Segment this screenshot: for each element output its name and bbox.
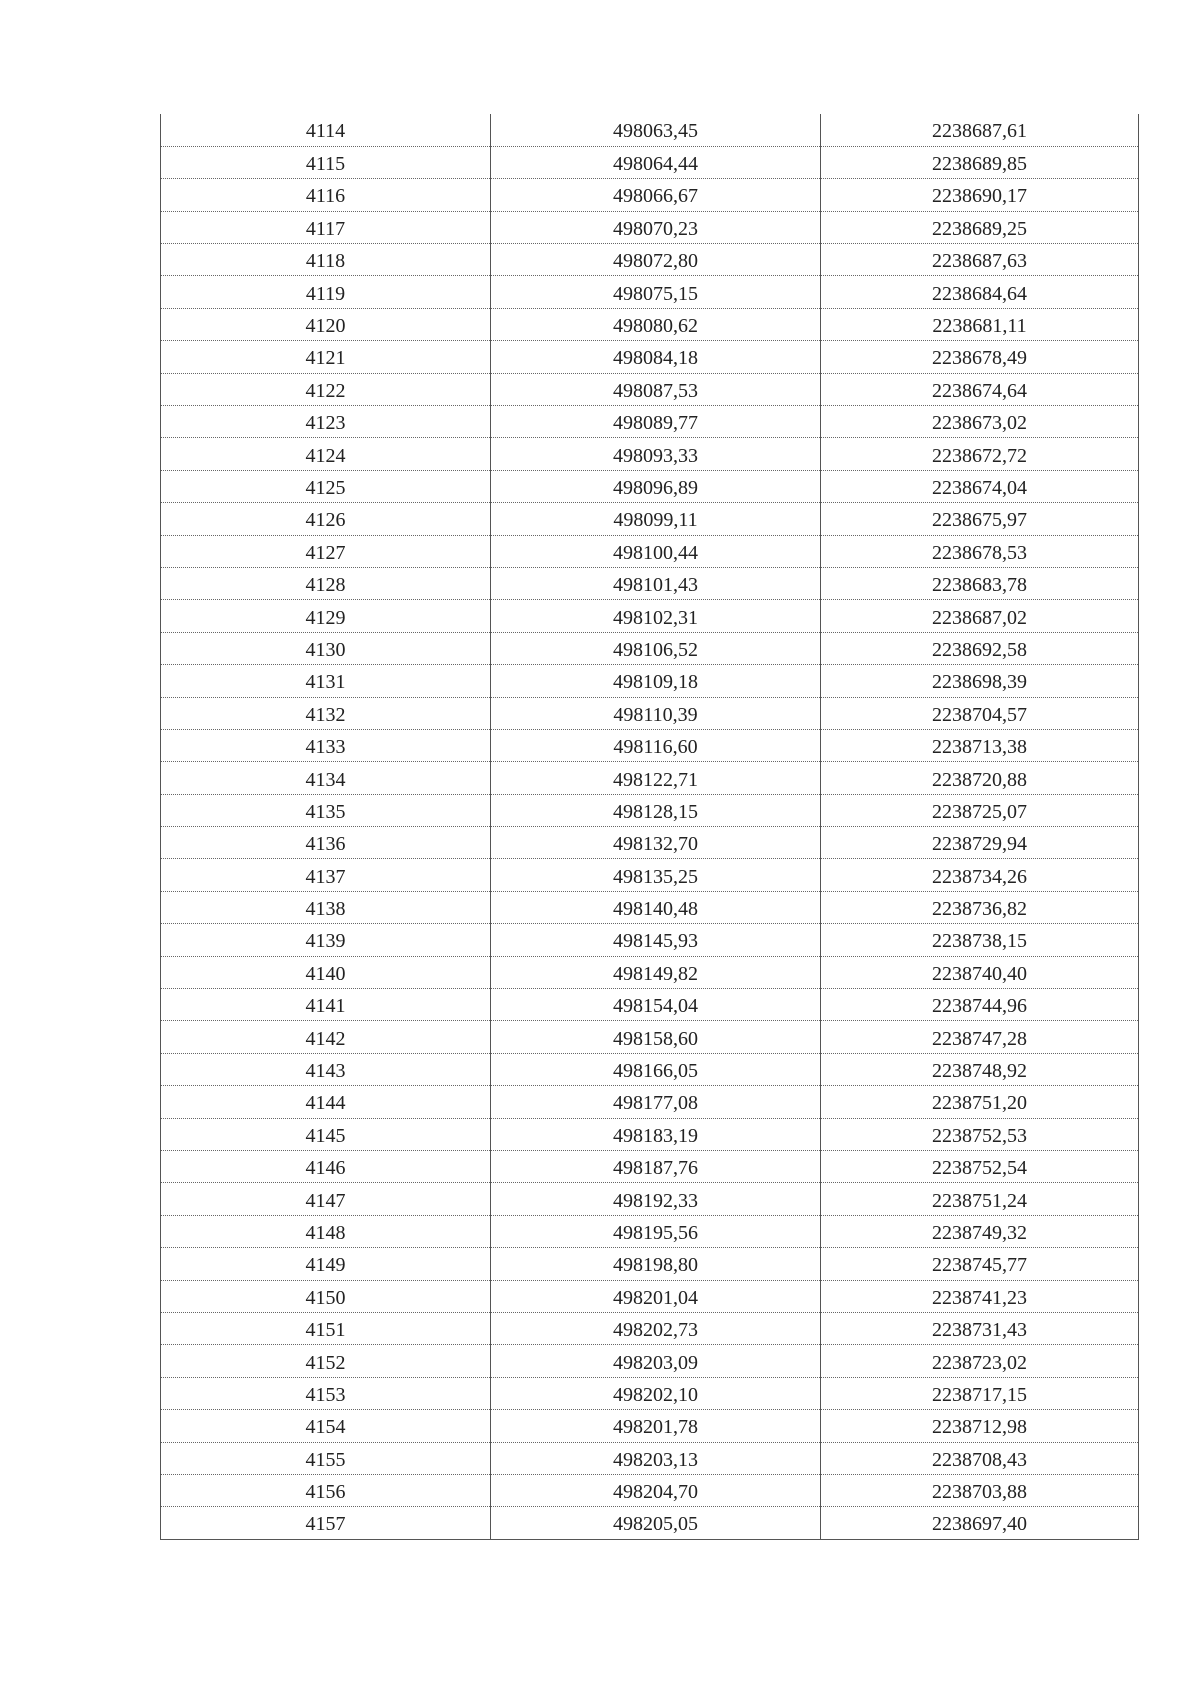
table-row — [161, 470, 1139, 502]
table-row — [161, 1183, 1139, 1215]
x-coordinate-cell: 498072,80 — [491, 244, 821, 276]
y-coordinate-cell: 2238673,02 — [821, 406, 1139, 438]
table-row — [161, 503, 1139, 535]
y-coordinate-cell: 2238675,97 — [821, 503, 1139, 535]
y-coordinate-cell: 2238687,02 — [821, 600, 1139, 632]
y-coordinate-cell: 2238738,15 — [821, 924, 1139, 956]
y-coordinate-cell: 2238690,17 — [821, 179, 1139, 211]
x-coordinate-cell: 498177,08 — [491, 1086, 821, 1118]
x-coordinate-cell: 498064,44 — [491, 146, 821, 178]
y-coordinate-cell: 2238723,02 — [821, 1345, 1139, 1377]
x-coordinate-cell: 498122,71 — [491, 762, 821, 794]
table-row — [161, 1442, 1139, 1474]
point-number-cell: 4124 — [161, 438, 491, 470]
y-coordinate-cell: 2238740,40 — [821, 956, 1139, 988]
point-number-cell: 4154 — [161, 1410, 491, 1442]
table-row — [161, 665, 1139, 697]
x-coordinate-cell: 498066,67 — [491, 179, 821, 211]
y-coordinate-cell: 2238751,20 — [821, 1086, 1139, 1118]
point-number-cell: 4150 — [161, 1280, 491, 1312]
x-coordinate-cell: 498145,93 — [491, 924, 821, 956]
x-coordinate-cell: 498080,62 — [491, 308, 821, 340]
table-row — [161, 146, 1139, 178]
point-number-cell: 4135 — [161, 794, 491, 826]
x-coordinate-cell: 498204,70 — [491, 1474, 821, 1506]
table-row — [161, 1377, 1139, 1409]
y-coordinate-cell: 2238752,53 — [821, 1118, 1139, 1150]
point-number-cell: 4152 — [161, 1345, 491, 1377]
y-coordinate-cell: 2238683,78 — [821, 567, 1139, 599]
point-number-cell: 4128 — [161, 567, 491, 599]
table-row — [161, 276, 1139, 308]
point-number-cell: 4148 — [161, 1215, 491, 1247]
x-coordinate-cell: 498132,70 — [491, 827, 821, 859]
x-coordinate-cell: 498187,76 — [491, 1151, 821, 1183]
y-coordinate-cell: 2238736,82 — [821, 891, 1139, 923]
y-coordinate-cell: 2238747,28 — [821, 1021, 1139, 1053]
y-coordinate-cell: 2238734,26 — [821, 859, 1139, 891]
table-row — [161, 1474, 1139, 1506]
point-number-cell: 4115 — [161, 146, 491, 178]
x-coordinate-cell: 498089,77 — [491, 406, 821, 438]
x-coordinate-cell: 498110,39 — [491, 697, 821, 729]
x-coordinate-cell: 498116,60 — [491, 729, 821, 761]
point-number-cell: 4133 — [161, 729, 491, 761]
table-row — [161, 308, 1139, 340]
y-coordinate-cell: 2238713,38 — [821, 729, 1139, 761]
x-coordinate-cell: 498087,53 — [491, 373, 821, 405]
x-coordinate-cell: 498192,33 — [491, 1183, 821, 1215]
table-row — [161, 373, 1139, 405]
x-coordinate-cell: 498093,33 — [491, 438, 821, 470]
point-number-cell: 4120 — [161, 308, 491, 340]
x-coordinate-cell: 498075,15 — [491, 276, 821, 308]
point-number-cell: 4142 — [161, 1021, 491, 1053]
y-coordinate-cell: 2238684,64 — [821, 276, 1139, 308]
x-coordinate-cell: 498154,04 — [491, 989, 821, 1021]
table-row — [161, 211, 1139, 243]
x-coordinate-cell: 498128,15 — [491, 794, 821, 826]
y-coordinate-cell: 2238752,54 — [821, 1151, 1139, 1183]
x-coordinate-cell: 498202,73 — [491, 1312, 821, 1344]
table-row — [161, 956, 1139, 988]
point-number-cell: 4134 — [161, 762, 491, 794]
table-row — [161, 827, 1139, 859]
point-number-cell: 4143 — [161, 1053, 491, 1085]
point-number-cell: 4121 — [161, 341, 491, 373]
x-coordinate-cell: 498201,04 — [491, 1280, 821, 1312]
point-number-cell: 4127 — [161, 535, 491, 567]
table-row — [161, 1021, 1139, 1053]
x-coordinate-cell: 498135,25 — [491, 859, 821, 891]
x-coordinate-cell: 498183,19 — [491, 1118, 821, 1150]
y-coordinate-cell: 2238674,64 — [821, 373, 1139, 405]
y-coordinate-cell: 2238678,49 — [821, 341, 1139, 373]
table-row — [161, 341, 1139, 373]
table-row — [161, 697, 1139, 729]
table-row — [161, 114, 1139, 146]
point-number-cell: 4116 — [161, 179, 491, 211]
table-row — [161, 794, 1139, 826]
table-row — [161, 729, 1139, 761]
y-coordinate-cell: 2238698,39 — [821, 665, 1139, 697]
y-coordinate-cell: 2238689,85 — [821, 146, 1139, 178]
point-number-cell: 4153 — [161, 1377, 491, 1409]
y-coordinate-cell: 2238729,94 — [821, 827, 1139, 859]
y-coordinate-cell: 2238703,88 — [821, 1474, 1139, 1506]
point-number-cell: 4146 — [161, 1151, 491, 1183]
point-number-cell: 4137 — [161, 859, 491, 891]
y-coordinate-cell: 2238687,61 — [821, 114, 1139, 146]
table-row — [161, 891, 1139, 923]
table-row — [161, 989, 1139, 1021]
x-coordinate-cell: 498203,13 — [491, 1442, 821, 1474]
point-number-cell: 4156 — [161, 1474, 491, 1506]
table-row — [161, 600, 1139, 632]
x-coordinate-cell: 498096,89 — [491, 470, 821, 502]
table-row — [161, 438, 1139, 470]
y-coordinate-cell: 2238708,43 — [821, 1442, 1139, 1474]
x-coordinate-cell: 498100,44 — [491, 535, 821, 567]
y-coordinate-cell: 2238744,96 — [821, 989, 1139, 1021]
x-coordinate-cell: 498149,82 — [491, 956, 821, 988]
x-coordinate-cell: 498140,48 — [491, 891, 821, 923]
point-number-cell: 4122 — [161, 373, 491, 405]
y-coordinate-cell: 2238731,43 — [821, 1312, 1139, 1344]
table-row — [161, 1086, 1139, 1118]
x-coordinate-cell: 498070,23 — [491, 211, 821, 243]
point-number-cell: 4114 — [161, 114, 491, 146]
y-coordinate-cell: 2238692,58 — [821, 632, 1139, 664]
table-row — [161, 406, 1139, 438]
point-number-cell: 4129 — [161, 600, 491, 632]
point-number-cell: 4138 — [161, 891, 491, 923]
point-number-cell: 4144 — [161, 1086, 491, 1118]
y-coordinate-cell: 2238704,57 — [821, 697, 1139, 729]
point-number-cell: 4132 — [161, 697, 491, 729]
y-coordinate-cell: 2238672,72 — [821, 438, 1139, 470]
point-number-cell: 4117 — [161, 211, 491, 243]
y-coordinate-cell: 2238741,23 — [821, 1280, 1139, 1312]
table-row — [161, 1507, 1139, 1539]
x-coordinate-cell: 498101,43 — [491, 567, 821, 599]
y-coordinate-cell: 2238687,63 — [821, 244, 1139, 276]
y-coordinate-cell: 2238749,32 — [821, 1215, 1139, 1247]
point-number-cell: 4136 — [161, 827, 491, 859]
x-coordinate-cell: 498084,18 — [491, 341, 821, 373]
point-number-cell: 4140 — [161, 956, 491, 988]
point-number-cell: 4147 — [161, 1183, 491, 1215]
x-coordinate-cell: 498109,18 — [491, 665, 821, 697]
table-row — [161, 1345, 1139, 1377]
y-coordinate-cell: 2238678,53 — [821, 535, 1139, 567]
y-coordinate-cell: 2238717,15 — [821, 1377, 1139, 1409]
x-coordinate-cell: 498106,52 — [491, 632, 821, 664]
point-number-cell: 4145 — [161, 1118, 491, 1150]
x-coordinate-cell: 498201,78 — [491, 1410, 821, 1442]
table-row — [161, 1280, 1139, 1312]
table-row — [161, 632, 1139, 664]
table-row — [161, 1151, 1139, 1183]
point-number-cell: 4125 — [161, 470, 491, 502]
point-number-cell: 4130 — [161, 632, 491, 664]
y-coordinate-cell: 2238725,07 — [821, 794, 1139, 826]
x-coordinate-cell: 498063,45 — [491, 114, 821, 146]
table-row — [161, 859, 1139, 891]
x-coordinate-cell: 498158,60 — [491, 1021, 821, 1053]
point-number-cell: 4157 — [161, 1507, 491, 1539]
y-coordinate-cell: 2238712,98 — [821, 1410, 1139, 1442]
point-number-cell: 4131 — [161, 665, 491, 697]
y-coordinate-cell: 2238720,88 — [821, 762, 1139, 794]
point-number-cell: 4118 — [161, 244, 491, 276]
y-coordinate-cell: 2238681,11 — [821, 308, 1139, 340]
coordinates-table — [160, 114, 1139, 1540]
point-number-cell: 4139 — [161, 924, 491, 956]
table-row — [161, 1248, 1139, 1280]
x-coordinate-cell: 498198,80 — [491, 1248, 821, 1280]
x-coordinate-cell: 498195,56 — [491, 1215, 821, 1247]
x-coordinate-cell: 498202,10 — [491, 1377, 821, 1409]
x-coordinate-cell: 498205,05 — [491, 1507, 821, 1539]
point-number-cell: 4119 — [161, 276, 491, 308]
table-row — [161, 1053, 1139, 1085]
y-coordinate-cell: 2238674,04 — [821, 470, 1139, 502]
table-row — [161, 1118, 1139, 1150]
table-row — [161, 762, 1139, 794]
table-row — [161, 1312, 1139, 1344]
table-row — [161, 244, 1139, 276]
y-coordinate-cell: 2238697,40 — [821, 1507, 1139, 1539]
point-number-cell: 4123 — [161, 406, 491, 438]
coordinates-table-body — [161, 114, 1139, 1539]
point-number-cell: 4126 — [161, 503, 491, 535]
table-row — [161, 1410, 1139, 1442]
point-number-cell: 4141 — [161, 989, 491, 1021]
table-row — [161, 1215, 1139, 1247]
table-row — [161, 179, 1139, 211]
x-coordinate-cell: 498102,31 — [491, 600, 821, 632]
x-coordinate-cell: 498203,09 — [491, 1345, 821, 1377]
point-number-cell: 4155 — [161, 1442, 491, 1474]
table-row — [161, 924, 1139, 956]
y-coordinate-cell: 2238751,24 — [821, 1183, 1139, 1215]
point-number-cell: 4149 — [161, 1248, 491, 1280]
table-row — [161, 567, 1139, 599]
x-coordinate-cell: 498099,11 — [491, 503, 821, 535]
point-number-cell: 4151 — [161, 1312, 491, 1344]
x-coordinate-cell: 498166,05 — [491, 1053, 821, 1085]
y-coordinate-cell: 2238689,25 — [821, 211, 1139, 243]
table-row — [161, 535, 1139, 567]
y-coordinate-cell: 2238748,92 — [821, 1053, 1139, 1085]
y-coordinate-cell: 2238745,77 — [821, 1248, 1139, 1280]
